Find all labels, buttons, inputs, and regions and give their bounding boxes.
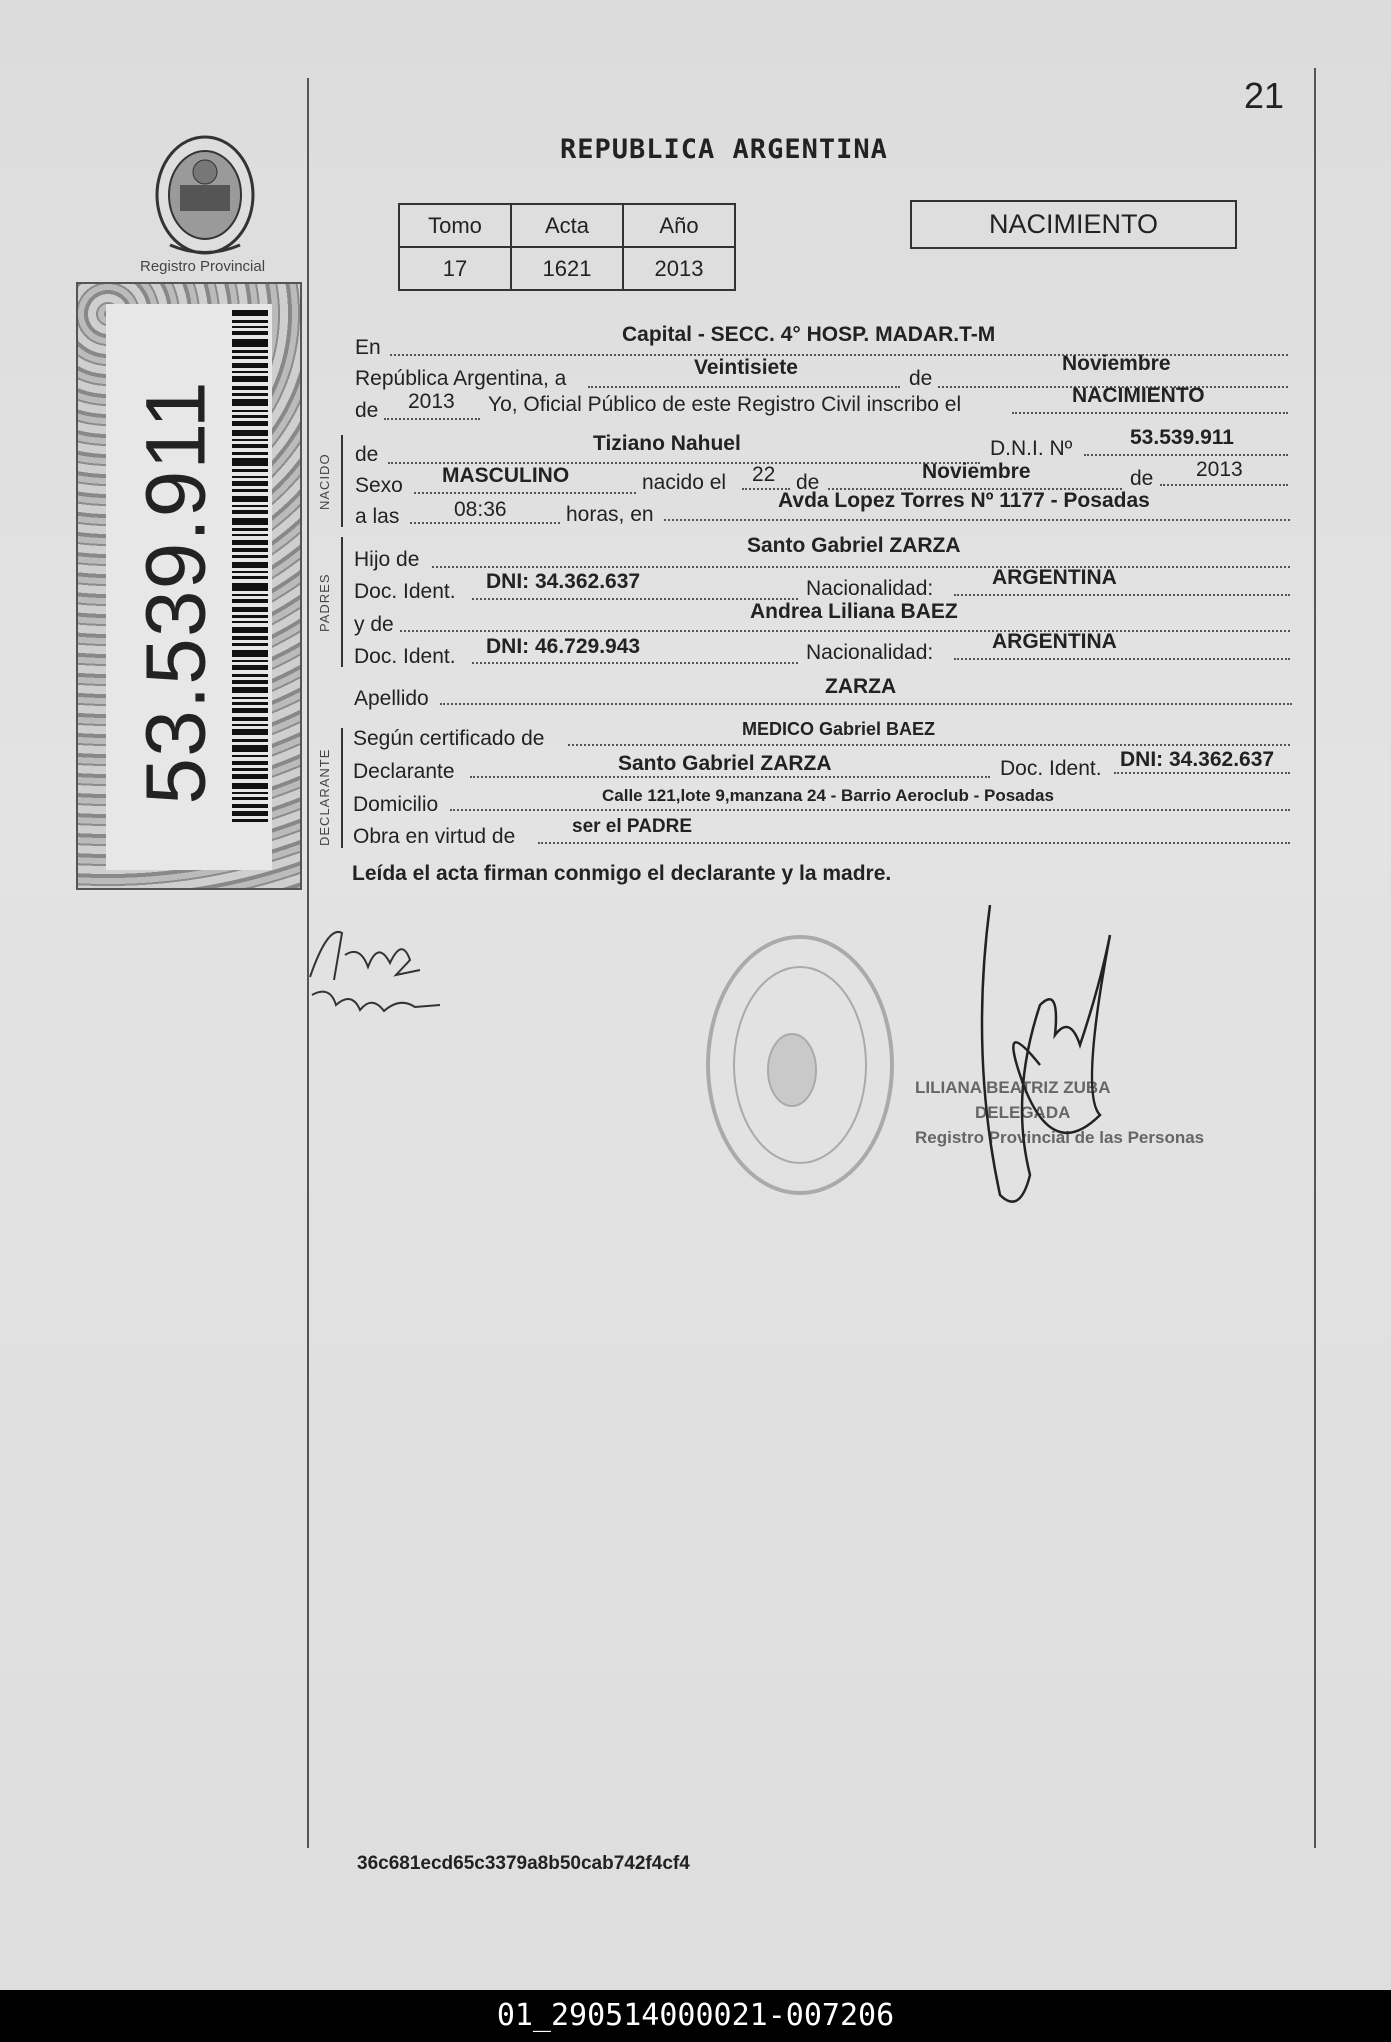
barcode-bar (232, 386, 268, 390)
dots-place (664, 519, 1290, 521)
barcode-bar (232, 739, 268, 742)
document-title: REPUBLICA ARGENTINA (560, 134, 888, 165)
barcode-bar (232, 615, 268, 618)
registrar-signature (960, 895, 1160, 1225)
barcode-bar (232, 708, 268, 713)
official-stamp (700, 930, 900, 1200)
registry-header-row (399, 204, 735, 247)
barcode-bar (232, 562, 268, 568)
barcode-bar (232, 399, 268, 406)
barcode-bar (232, 452, 268, 455)
barcode-bar (232, 594, 268, 596)
registry-value-acta: 1621 (511, 247, 623, 290)
barcode-bar (232, 697, 268, 699)
barcode-bar (232, 444, 268, 448)
value-sexo: MASCULINO (442, 464, 570, 487)
label-apellido: Apellido (354, 687, 429, 710)
barcode-bar (232, 783, 268, 789)
closing-statement: Leída el acta firman conmigo el declarante y la madre. (352, 862, 892, 885)
dots-sexo (414, 492, 636, 494)
big-dni-number: 53.539.911 (128, 380, 223, 805)
barcode-bar (232, 792, 268, 794)
dots-certificado (568, 744, 1290, 746)
barcode-bar (232, 761, 268, 765)
barcode-bar (232, 583, 268, 591)
dots-declarante (470, 776, 990, 778)
padres-bracket (341, 537, 343, 667)
value-father-doc: DNI: 34.362.637 (486, 570, 641, 593)
dots-time (410, 522, 560, 524)
registry-value-tomo: 17 (399, 247, 511, 290)
document-hash: 36c681ecd65c3379a8b50cab742f4cf4 (357, 1853, 690, 1874)
declarant-signature (300, 915, 450, 1025)
label-de-month: de (909, 367, 933, 390)
barcode-bar (232, 439, 268, 441)
value-certificado: MEDICO Gabriel BAEZ (742, 719, 936, 739)
registrar-name: LILIANA BEATRIZ ZUBA (915, 1078, 1111, 1097)
label-declarante: Declarante (353, 760, 455, 783)
value-father-nationality: ARGENTINA (992, 566, 1117, 589)
value-mother-nationality: ARGENTINA (992, 630, 1117, 653)
barcode-bar (232, 548, 268, 552)
section-label-declarante: DECLARANTE (317, 748, 332, 846)
value-birth-month: Noviembre (922, 460, 1031, 483)
barcode-bar (232, 350, 268, 353)
barcode-bar (232, 797, 268, 800)
barcode-bar (232, 320, 268, 323)
barcode-bar (232, 599, 268, 603)
page-number: 21 (1244, 75, 1285, 116)
strip-panel (106, 304, 272, 870)
barcode-bar (232, 555, 268, 558)
dots-father (432, 566, 1290, 568)
label-de-year-birth: de (1130, 467, 1154, 490)
barcode-bar (232, 339, 268, 347)
dots-birth-year (1160, 484, 1288, 486)
dots-declarante-doc (1114, 772, 1290, 774)
dots-domicilio (450, 809, 1290, 811)
barcode-bar (232, 410, 268, 412)
barcode-bar (232, 534, 268, 536)
barcode-bar (232, 768, 268, 771)
label-republica: República Argentina, a (355, 367, 567, 390)
scan-id-footer: 01_290514000021-007206 (0, 1990, 1391, 2042)
seal-label: Registro Provincial (140, 258, 266, 275)
barcode-bar (232, 819, 268, 822)
barcode-bar (232, 755, 268, 757)
barcode-bar (232, 680, 268, 684)
dots-mother-doc (472, 662, 798, 664)
barcode-bar (232, 326, 268, 328)
barcode-bar (232, 510, 268, 514)
barcode-bar (232, 458, 268, 466)
barcode-bar (232, 811, 268, 816)
dots-year (384, 418, 480, 420)
label-obra: Obra en virtud de (353, 825, 516, 848)
dots-dni (1084, 454, 1288, 456)
section-label-nacido: NACIDO (317, 453, 332, 510)
registrar-title: DELEGADA (975, 1103, 1071, 1122)
value-birth-place: Avda Lopez Torres Nº 1177 - Posadas (778, 489, 1150, 512)
dots-mother (400, 630, 1290, 632)
label-en: En (355, 336, 381, 359)
barcode-bar (232, 421, 268, 426)
label-a-las: a las (355, 505, 400, 528)
label-father-nationality: Nacionalidad: (806, 577, 934, 600)
value-birth-year: 2013 (1196, 458, 1243, 481)
label-sexo: Sexo (355, 474, 403, 497)
label-domicilio: Domicilio (353, 793, 439, 816)
value-father-name: Santo Gabriel ZARZA (747, 534, 961, 557)
value-year-written: 2013 (408, 390, 455, 413)
barcode-bar (232, 415, 268, 418)
label-de-name: de (355, 443, 379, 466)
dots-mother-nationality (954, 658, 1290, 660)
barcode-bar (232, 481, 268, 486)
value-child-name: Tiziano Nahuel (593, 432, 741, 455)
nacido-bracket (341, 435, 343, 527)
document-type-box: NACIMIENTO (910, 200, 1237, 249)
registrar-office: Registro Provincial de las Personas (915, 1128, 1205, 1147)
barcode-bar (232, 571, 268, 573)
value-declarante: Santo Gabriel ZARZA (618, 752, 832, 775)
value-inscribe: NACIMIENTO (1072, 384, 1205, 407)
barcode-bar (232, 774, 268, 779)
registry-value-anio: 2013 (623, 247, 735, 290)
barcode-bar (232, 702, 268, 705)
barcode-bar (232, 430, 268, 436)
registry-header-acta: Acta (511, 204, 623, 247)
barcode-bar (232, 518, 268, 525)
registry-value-row (399, 247, 735, 290)
value-en: Capital - SECC. 4° HOSP. MADAR.T-M (622, 323, 996, 346)
value-apellido: ZARZA (825, 675, 897, 698)
barcode-bar (232, 804, 268, 808)
dots-father-nationality (954, 594, 1290, 596)
value-child-dni: 53.539.911 (1130, 426, 1234, 449)
label-de-year: de (355, 399, 379, 422)
barcode-bar (232, 674, 268, 677)
label-de-month-birth: de (796, 471, 820, 494)
barcode-bar (232, 665, 268, 670)
label-mother-doc: Doc. Ident. (354, 645, 456, 668)
barcode-bar (232, 540, 268, 545)
label-nacido-el: nacido el (642, 471, 727, 494)
label-father-doc: Doc. Ident. (354, 580, 456, 603)
barcode-bar (232, 643, 268, 646)
value-mother-doc: DNI: 46.729.943 (486, 635, 641, 658)
value-day-written: Veintisiete (694, 356, 798, 379)
registry-header-anio: Año (623, 204, 735, 247)
barcode-bar (232, 528, 268, 531)
value-birth-time: 08:36 (454, 498, 507, 521)
barcode-bar (232, 331, 268, 335)
barcode-bar (232, 393, 268, 396)
dots-inscribe (1012, 412, 1288, 414)
barcode-bar (232, 356, 268, 359)
barcode-bar (232, 729, 268, 735)
barcode-bar (232, 636, 268, 640)
barcode-bar (232, 745, 268, 752)
value-obra: ser el PADRE (572, 816, 693, 837)
misiones-seal-icon (150, 130, 260, 260)
registry-table (398, 203, 736, 291)
barcode-bar (232, 376, 268, 382)
registry-header-tomo: Tomo (399, 204, 511, 247)
barcode-bar (232, 717, 268, 721)
value-birth-day: 22 (752, 463, 776, 486)
barcode-bar (232, 724, 268, 726)
barcode-bar (232, 371, 268, 373)
dots-republica-day (588, 386, 900, 388)
barcode-bar (232, 576, 268, 579)
barcode-bar (232, 496, 268, 502)
dots-obra (538, 842, 1290, 844)
right-margin-line (1314, 68, 1316, 1848)
barcode-bar (232, 607, 268, 612)
barcode-bar (232, 469, 268, 472)
value-mother-name: Andrea Liliana BAEZ (750, 600, 958, 623)
dots-apellido (440, 703, 1292, 705)
label-dni: D.N.I. Nº (990, 437, 1073, 460)
barcode-bar (232, 476, 268, 478)
label-declarante-doc: Doc. Ident. (1000, 757, 1102, 780)
security-strip (76, 282, 302, 890)
label-certificado: Según certificado de (353, 727, 545, 750)
label-inscribe: Yo, Oficial Público de este Registro Civil inscribo el (488, 393, 962, 416)
declarante-bracket (341, 728, 343, 848)
label-hijo-de: Hijo de (354, 548, 420, 571)
barcode-bar (232, 505, 268, 507)
barcode-bar (232, 660, 268, 662)
label-y-de: y de (354, 613, 394, 636)
barcode-bar (232, 310, 268, 316)
barcode-bar (232, 687, 268, 693)
label-horas-en: horas, en (566, 503, 654, 526)
label-mother-nationality: Nacionalidad: (806, 641, 934, 664)
barcode-bar (232, 489, 268, 492)
value-declarante-doc: DNI: 34.362.637 (1120, 748, 1275, 771)
barcode-bar (232, 650, 268, 657)
barcode-bar (232, 627, 268, 633)
barcode-bar (232, 363, 268, 368)
value-month-written: Noviembre (1062, 352, 1171, 375)
barcode (232, 310, 268, 855)
value-domicilio: Calle 121,lote 9,manzana 24 - Barrio Aeroclub - Posadas (602, 786, 1054, 805)
section-label-padres: PADRES (317, 573, 332, 632)
barcode-bar (232, 621, 268, 623)
